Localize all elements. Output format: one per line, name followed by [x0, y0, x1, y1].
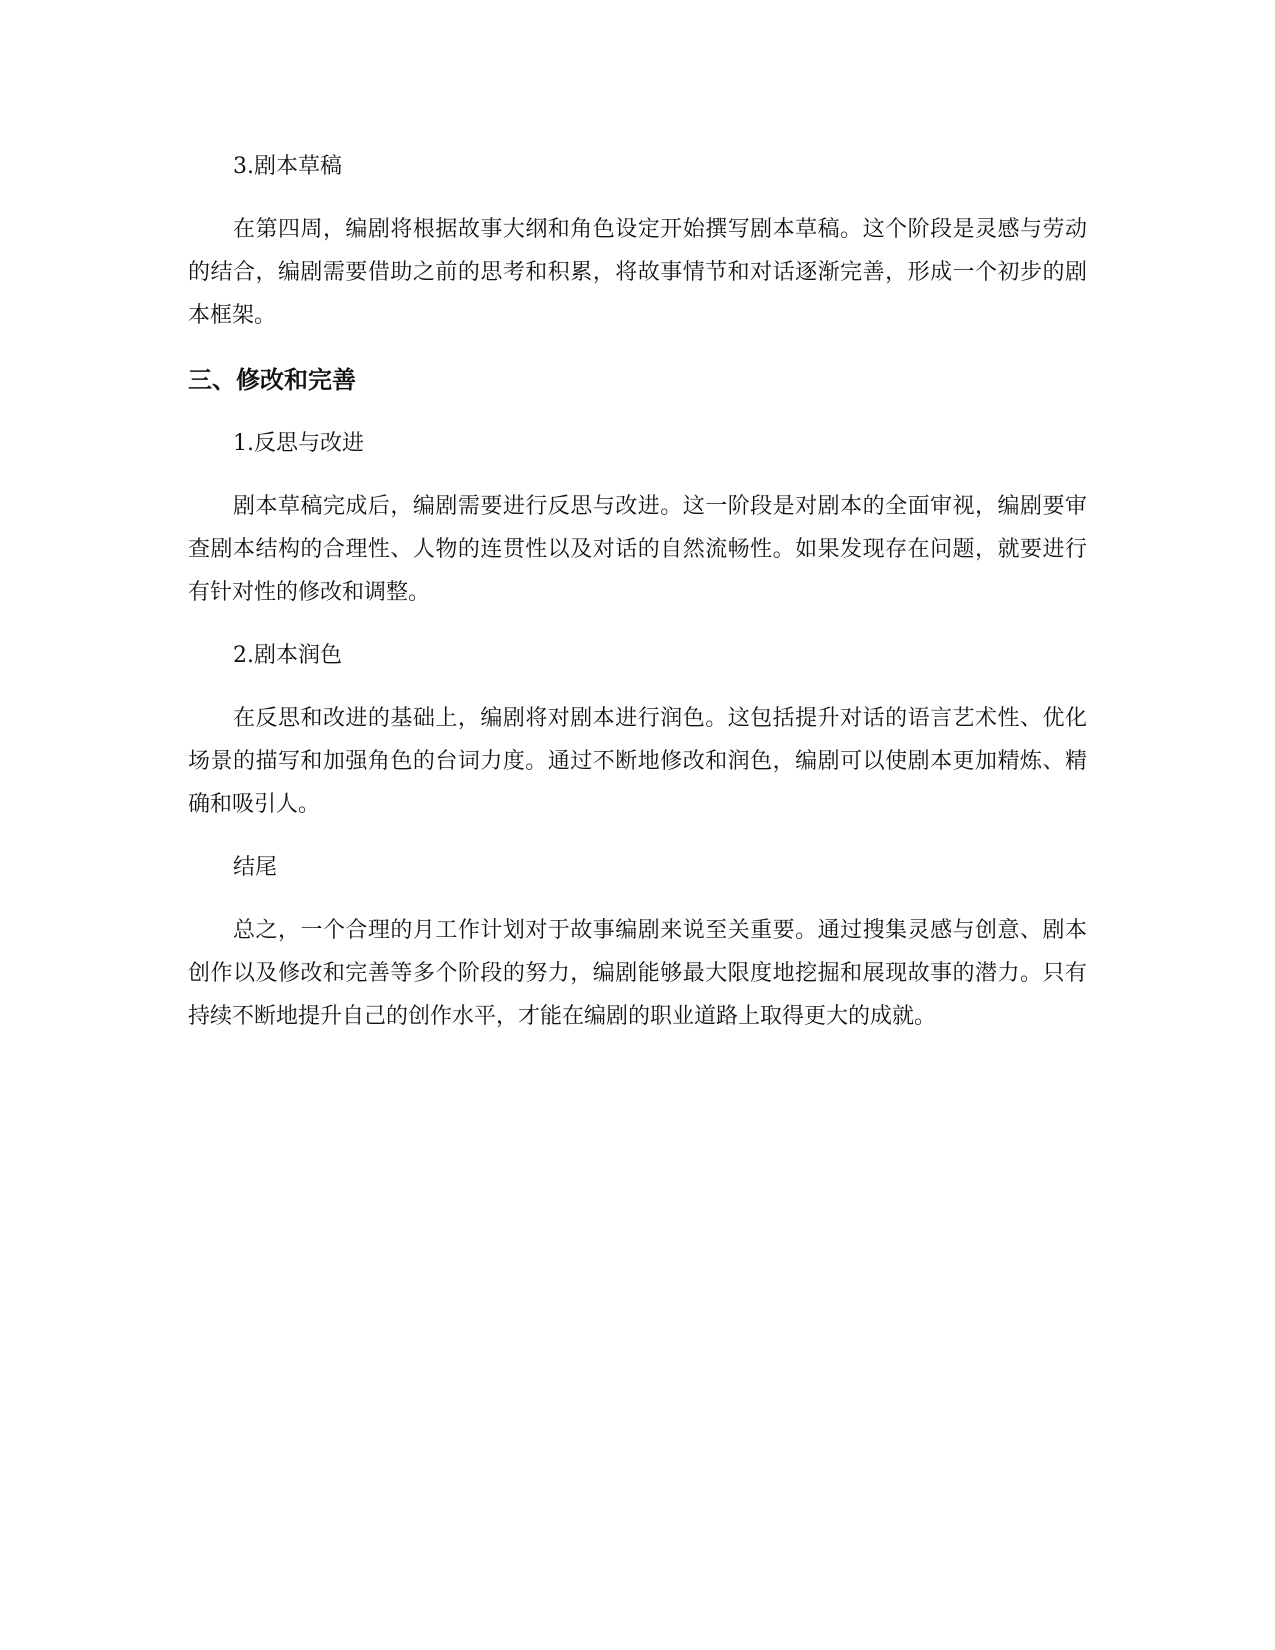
subheading-ending: 结尾 [233, 855, 278, 880]
subheading-script-draft: 3.剧本草稿 [233, 154, 342, 179]
paragraph-script-draft: 在第四周，编剧将根据故事大纲和角色设定开始撰写剧本草稿。这个阶段是灵感与劳动的结合，编剧需要借助之前的思考和积累，将故事情节和对话逐渐完善，形成一个初步的剧本框架。 [188, 217, 1087, 328]
document-body [188, 145, 1087, 1038]
paragraph-reflection: 剧本草稿完成后，编剧需要进行反思与改进。这一阶段是对剧本的全面审视，编剧要审查剧本结构的合理性、人物的连贯性以及对话的自然流畅性。如果发现存在问题，就要进行有针对性的修改和调整。 [188, 494, 1087, 605]
section-heading-revision: 三、修改和完善 [188, 366, 356, 394]
paragraph-ending: 总之，一个合理的月工作计划对于故事编剧来说至关重要。通过搜集灵感与创意、剧本创作以及修改和完善等多个阶段的努力，编剧能够最大限度地挖掘和展现故事的潜力。只有持续不断地提升自己的创作水平，才能在编剧的职业道路上取得更大的成就。 [188, 918, 1087, 1029]
subheading-reflection: 1.反思与改进 [233, 431, 364, 456]
subheading-polish: 2.剧本润色 [233, 643, 342, 668]
paragraph-polish: 在反思和改进的基础上，编剧将对剧本进行润色。这包括提升对话的语言艺术性、优化场景的描写和加强角色的台词力度。通过不断地修改和润色，编剧可以使剧本更加精炼、精确和吸引人。 [188, 706, 1087, 817]
